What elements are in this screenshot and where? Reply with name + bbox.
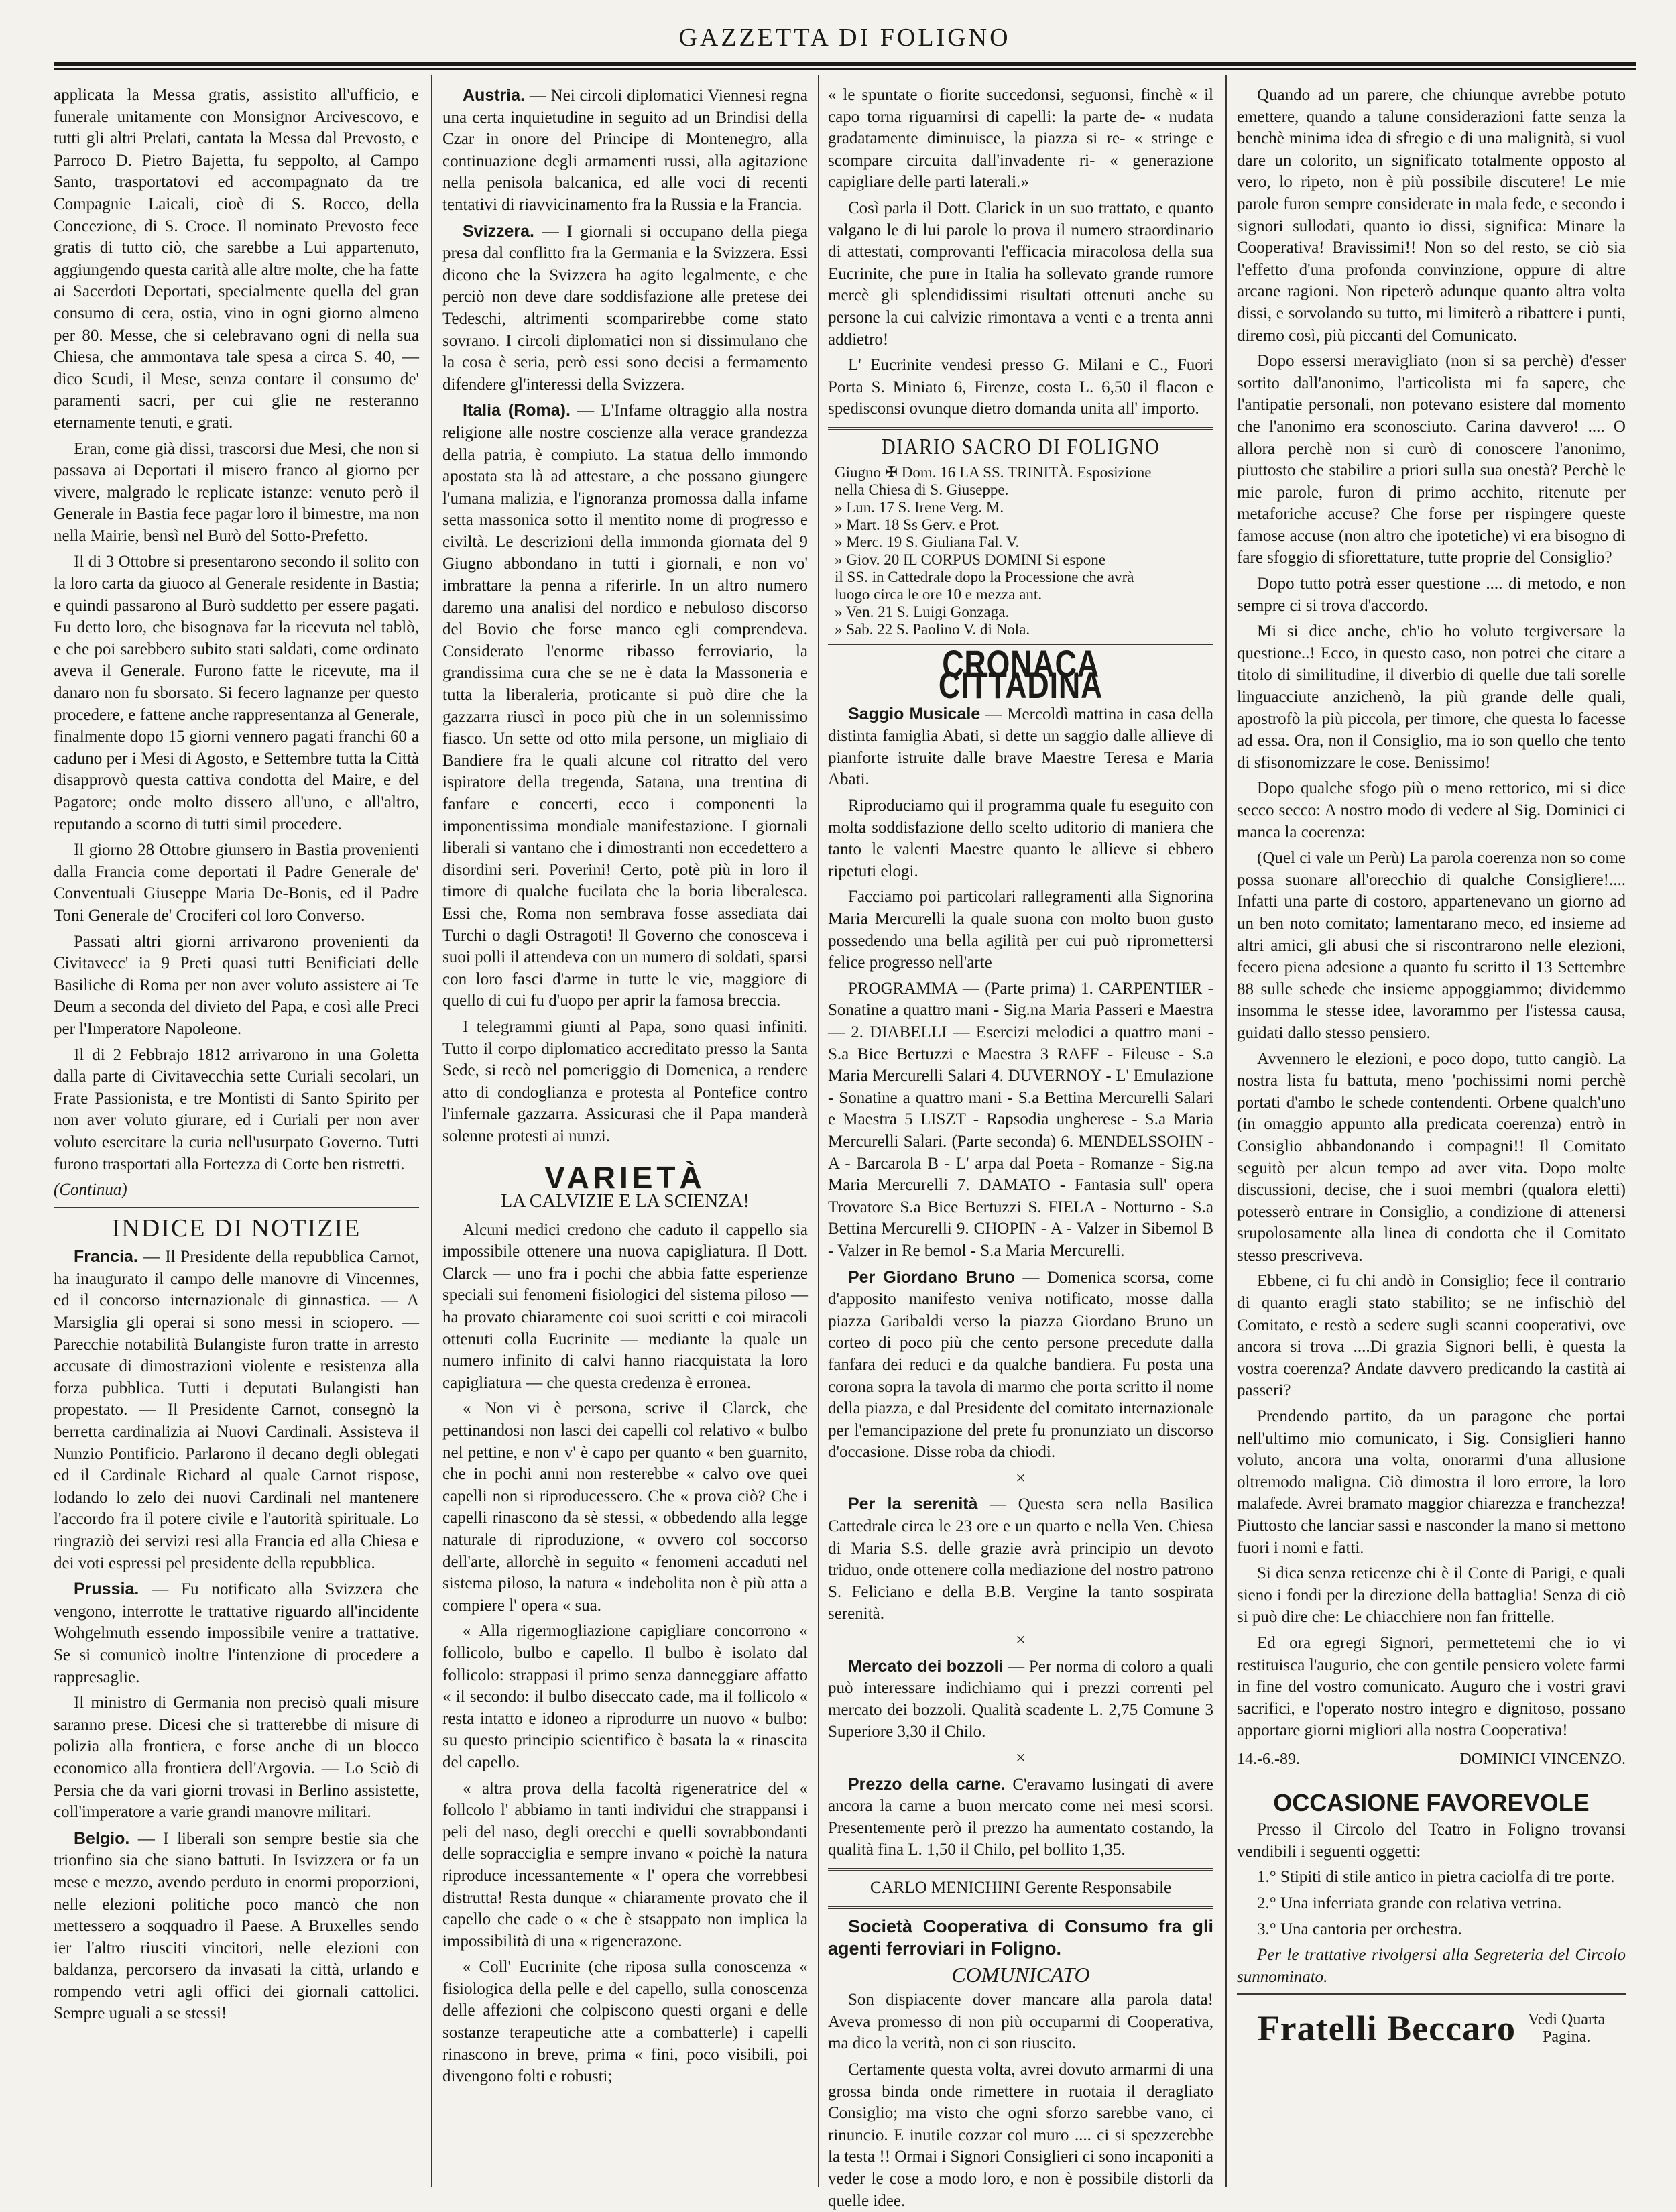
section-rule [1237, 1993, 1626, 1995]
article-paragraph: Certamente questa volta, avrei dovuto armarmi di una grossa binda onde rimettere in ruotaia il deragliato Consiglio; ma visto che ogni sforzo sarebbe vano, ci rinuncio. E inutile cozzar col muro .... ci si spezzerebbe la testa !! Ormai i Signori Consiglieri ci sono incaponiti a veder le cose a modo loro, e non è possibile distorli da quelle idee. [828, 2060, 1213, 2210]
separator: × [1016, 1468, 1026, 1488]
diario-line: Giugno ✠ Dom. 16 LA SS. TRINITÀ. Esposizione [835, 463, 1152, 481]
article-paragraph: Eran, come già dissi, trascorsi due Mesi, che non si passava ai Deportati il misero franco al giorno per vivere, malgrado le replicate istanze: venuto però il Generale in Bastia fece pagar loro il bimestre, ma non nella Mairie, bensì nel Burò del Sotto-Prefetto. [54, 439, 419, 545]
article-paragraph: applicata la Messa gratis, assistito all'ufficio, e funerale unitamente con Monsignor Arcivescovo, e tutti gli altri Prelati, cantata la Messa dal Prevosto, e Parroco D. Pietro Bajetta, fu seppolto, al Campo Santo, trasportatovi ed accompagnato da tre Compagnie Laicali, cioè di S. Rocco, della Concezione, di S. Croce. Il nominato Prevosto fece gratis di tutto ciò, che sarebbe a Lui appartenuto, aggiungendo questa carità alle altre molte, che ha fatte ai Sacerdoti Deportati, specialmente quella del gran consumo di cera, ostia, vino in ogni giorno almeno per 80. Messe, che si celebravano ogni di nella sua Chiesa, che ammontava tale spesa a circa S. 40, — dico Scudi, il Mese, senza contare il consumo de' paramenti sacri, per cui glie ne resteranno eternamente tenuti, e grati. [54, 86, 419, 432]
news-item [828, 1773, 1213, 1861]
news-text: I telegrammi giunti al Papa, sono quasi infiniti. Tutto il corpo diplomatico accreditato presso la Santa Sede, si recò nel pomeriggio di Domenica, a rendere atto di condoglianza e protesta al Pontefice contro l'infernale gazzarra. Assicurasi che il Papa manderà solenne protesti ai nunzi. [442, 1017, 808, 1145]
occasione-note: Per le trattative rivolgersi alla Segreteria del Circolo sunnominato. [1237, 1946, 1626, 1986]
news-text: — Domenica scorsa, come d'apposito manifesto veniva notificato, mosse dalla piazza Garibaldi verso la piazza Giordano Bruno un corteo di poco più che cento persone precedute dalla fanfara dei reduci e da qualche bandiera. Fu posta una corona sopra la tavola di marmo che porta scritto il nome della piazza, e dal Presidente del comitato internazionale per l'emancipazione del prete fu pronunziato un discorso d'occasione. Disse roba da chiodi. [828, 1268, 1213, 1462]
news-item [442, 1016, 808, 1148]
diario-line: » Ven. 21 S. Luigi Gonzaga. [835, 603, 1010, 620]
article-paragraph: Dopo tutto potrà esser questione .... di metodo, e non sempre ci si trova d'accordo. [1237, 575, 1626, 615]
news-item [828, 978, 1213, 1263]
column-2 [442, 84, 808, 2197]
article-paragraph: Son dispiacente dover mancare alla parola data! Aveva promesso di non più occuparmi di Cooperativa, ma dico la verità, non ci son riuscito. [828, 1991, 1213, 2053]
diario-list [828, 464, 1213, 638]
column-divider [1225, 75, 1227, 2187]
news-text: — Fu notificato alla Svizzera che vengono, interrotte le trattative riguardo all'incidente Wohgelmuth essendo impossibile venire a trattative. Se si comunicò inoltre l'intenzione di procedere a rappresaglie. [54, 1580, 419, 1686]
article-paragraph: Ed ora egregi Signori, permettetemi che io vi restituisca l'augurio, che con gentile pensiero volete farmi in fine del vostro comunicato. Auguro che i vostri gravi sacrifici, e l'operato nostro integro e dignitoso, possano apportare giorni migliori alla nostra Cooperativa! [1237, 1633, 1626, 1740]
diario-line: » Mart. 18 Ss Gerv. e Prot. [835, 516, 1000, 533]
article-paragraph: Dopo qualche sfogo più o meno rettorico, mi si dice secco secco: A nostro modo di vedere al Sig. Dominici ci manca la coerenza: [1237, 779, 1626, 841]
news-lead: Prussia. [74, 1580, 139, 1599]
separator: × [1016, 1630, 1026, 1650]
indice-title: INDICE DI NOTIZIE [111, 1214, 361, 1242]
column-1 [54, 84, 419, 2197]
column-3 [828, 84, 1213, 2210]
article-paragraph: Avvennero le elezioni, e poco dopo, tutto cangiò. La nostra lista fu battuta, meno 'pochissimi nomi perchè portati d'ambo le schede contendenti. Orbene qualch'uno (in omaggio appunto alla predicata coerenza) entrò in Consiglio abbandonando i compagni!! Il Comitato seguitò per alcun tempo ad aver vita. Dopo molte discussioni, decise, che i suoi membri (qualora eletti) potesserò entrare in Consiglio, a condizione di attenersi srupolosamente alla linea di condotta che il Comitato stesso prescriveva. [1237, 1049, 1626, 1265]
news-lead: Francia. [74, 1247, 138, 1267]
article-paragraph: (Quel ci vale un Perù) La parola coerenza non so come possa suonare all'orecchio di qualche Consigliere!.... Infatti una parte di costoro, appartenevano un giorno ad un ben noto comitato; lamentarano meco, ed insieme ad altri amici, gli abusi che si riscontrarono nelle elezioni, fecero piena adesione a quanto fu scritto il 13 Settembre 88 sulle schede che insieme appoggiammo; dividemmo insomma le stesse idee, lavorammo per l'istessa causa, guidati dallo stesso pensiero. [1237, 849, 1626, 1042]
news-lead: Prezzo della carne. [848, 1774, 1006, 1794]
news-lead: Mercato dei bozzoli [848, 1656, 1004, 1676]
diario-line: » Lun. 17 S. Irene Verg. M. [835, 498, 1004, 516]
section-rule [54, 1207, 419, 1208]
beccaro-pagina: Pagina. [1543, 2028, 1591, 2046]
news-text: — Mercoldì mattina in casa della distinta famiglia Abati, si dette un saggio dalle allieve di pianforte istruite dalle brave Maestre Teresa e Maria Abati. [828, 705, 1213, 789]
news-text: Il ministro di Germania non precisò quali misure saranno prese. Dicesi che si tratterebbe di misure di polizia alla frontiera, e forse anche di un blocco economico alla frontiera dell'Argovia. — Lo Sciò di Persia che da vari giorni trovasi in Berlino assistette, coll'imperatore a varie grandi manovre militari. [54, 1694, 419, 1822]
comunicato-title: COMUNICATO [951, 1962, 1090, 1987]
news-text: Riproduciamo qui il programma quale fu eseguito con molta soddisfazione dello scelto uditorio di maniera che tanto le valenti Maestre quanto le allieve si ebbero ripetuti elogi. [828, 797, 1213, 880]
article-paragraph: Passati altri giorni arrivarono provenienti da Civitavecc' ia 9 Preti quasi tutti Benificiati delle Basiliche di Roma per non aver voluto assistere ai Te Deum a seconda del divieto del Papa, e così alle Preci per l'Imperatore Napoleone. [54, 932, 419, 1038]
news-lead: Svizzera. [463, 221, 535, 241]
section-rule [828, 1906, 1213, 1909]
article-paragraph: Così parla il Dott. Clarick in un suo trattato, e quanto valgano le di lui parole lo prova il numero straordinario di attestati, comprovanti l'efficacia miracolosa della sua Eucrinite, che pure in Italia ha sollevato grande rumore mercè gli splendidissimi risultati ottenuti anche su persone la cui calvizie rimontava a venti e a trenta anni addietro! [828, 198, 1213, 349]
article-paragraph: « le spuntate o fiorite succedonsi, seguonsi, finchè « il capo torna riguarnirsi di capelli: la parte de- « nudata gradatamente diminuisce, la piazza si re- « stringe e scompare circuita dall'invadente ri- « generazione capigliare delle parti laterali.» [828, 86, 1213, 192]
news-lead: Saggio Musicale [848, 704, 981, 723]
section-rule [828, 427, 1213, 430]
article-paragraph: L' Eucrinite vendesi presso G. Milani e C., Fuori Porta S. Miniato 6, Firenze, costa L. 6,50 il flacon e spedisconsi ovunque dietro domanda unita all' importo. [828, 356, 1213, 418]
section-rule [442, 1155, 808, 1157]
section-rule [1237, 1778, 1626, 1780]
column-divider [818, 75, 819, 2187]
news-text: C'eravamo lusingati di avere ancora la carne a buon mercato come nei mesi scorsi. Presentemente però il prezzo ha aumentato costando, la qualità fina L. 1,50 il Chilo, pel bollito 1,35. [828, 1775, 1213, 1859]
article-paragraph: Il giorno 28 Ottobre giunsero in Bastia provenienti dalla Francia come deportati il Padre Generale de' Conventuali Giuseppe Maria De-Bonis, ed il Padre Toni Generale de' Crociferi col loro Converso. [54, 841, 419, 925]
news-item [828, 703, 1213, 791]
news-text: — Nei circoli diplomatici Viennesi regna una certa inquietudine in seguito ad un Brindisi della Czar in onore del Principe di Montenegro, alla continuazione degli armamenti russi, alla agitazione nella penisola balcanica, ed alle voci di recenti tentativi di riavvicinamento fra la Russia e la Francia. [442, 86, 808, 214]
article-paragraph: Il di 3 Ottobre si presentarono secondo il solito con la loro carta da giuoco al Generale residente in Bastia; e quindi passarono al Burò suddetto per essere pagati. Fu detto loro, che bisognava far la ricevuta nel tablò, e che poi sarebbero subito stati saldati, come ordinato aveva il Generale. Furono fatte le ricevute, ma il danaro non fu sborsato. Si fecero lagnanze per questo procedere, e fattene anche rappresentanza al Generale, finalmente dopo 15 giorni vennero pagati franchi 60 a caduno per i Mesi di Agosto, e Settembre tutta la Città disapprovò questa cattiva condotta del Maire, e del Pagatore; onde molto dissero all'uno, e all'altro, reputando a scorno di tutti simil procedere. [54, 552, 419, 833]
article-date: 14.-6.-89. [1237, 1750, 1300, 1768]
continua-label: (Continua) [54, 1181, 127, 1200]
news-item [54, 1692, 419, 1824]
column-4 [1237, 84, 1626, 2197]
news-item [54, 1828, 419, 2025]
news-text: — L'Infame oltraggio alla nostra religione alle nostre coscienze alla verace grandezza della patria, è compiuto. La statua dello immondo apostata sta là ad attestare, a che possano giungere l'umana malizia, e l'ignoranza promossa dalla infame setta massonica sotto il mentito nome di progresso e civiltà. Le descrizioni della immonda giornata del 9 Giugno abbondano in tutti i giornali, e non vo' imbrattare la penna a riferirle. In un altro numero daremo una analisi del nordico e nebuloso discorso del Bovio che forse manco egli comprendeva. Considerato l'enorme ribasso ferroviario, la grandissima cura che se ne è data la Massoneria e tutta la liberaleria, proticante si può dire che la gazzarra riuscì in poco più che in un solennissimo fiasco. Un sette od otto mila persone, un migliaio di Bandiere fra le quali alcune col ritratto del vero ispiratore della tregenda, Satana, una trentina di fanfare e concerti, ecco i componenti la imponentissima mondiale manifestazione. I giornali liberali si vantano che i dimostranti non eccedettero a disordini seri. Poverini! Certo, potè più in loro il timore di qualche fucilata che la boria liberalesca. Essi che, Roma non sembrava fosse assediata dai Turchi o dagli Ostragoti! Il Governo che conosceva i suoi polli il attendeva con un numero di soldati, sparsi con loro fasci d'arme in tutte le vie, maggiore di quello di cui fu d'uopo per aprir la famosa breccia. [442, 402, 808, 1010]
news-lead: Austria. [463, 86, 526, 105]
article-paragraph: Mi si dice anche, ch'io ho voluto tergiversare la questione..! Ecco, in questo caso, non potrei che citare a titolo di similitudine, il diverbio di quelle due tali sorelle linguacciute anzichenò, la più grande delle quali, apostrofò la più piccola, per timore, che questa lo facesse ad essa. Ora, non il Consiglio, ma io son quello che tento di sfisonomizzare le cose. Benissimo! [1237, 622, 1626, 772]
article-paragraph: Dopo essersi meravigliato (non si sa perchè) d'esser sortito dall'anonimo, l'articolista mi fa sapere, che l'antipatie personali, non potevano esistere dal momento che l'anonimo era sconosciuto. Carina davvero! .... O allora perchè non si curò di conoscere l'anonimo, piuttosto che stabilire a priori sulla sua onestà? Perchè le mie parole, furon di primo acchito, ritenute per metaforiche accuse? Che forse per rispingere queste famose accuse (non altro che ipotetiche) vi era bisogno di fare sfoggio di sfiorettature, tutte proprie del Consiglio? [1237, 352, 1626, 567]
news-text: — Per norma di coloro a quali può interessare indichiamo qui i prezzi correnti pel mercato dei bozzoli. Qualità scadente L. 2,75 Comune 3 Superiore 3,30 il Chilo. [828, 1657, 1213, 1741]
news-text: — I liberali son sempre bestie sia che trionfino sia che siano battuti. In Isvizzera or fa un mese e mezzo, avendo perduto in enormi proporzioni, nelle elezioni politiche poco mancò che non mettessero a soqquadro il Paese. A Bruxelles sendo ier l'altro riusciti vincitori, nelle elezioni con baldanza, percorsero da invasati la città, urlando e rompendo vetri agli offici dei giornali cattolici. Sempre uguali a se stessi! [54, 1829, 419, 2023]
gerente-line: CARLO MENICHINI Gerente Responsabile [870, 1878, 1172, 1897]
article-paragraph: Il di 2 Febbrajo 1812 arrivarono in una Goletta dalla parte di Civitavecchia sette Curiali secolari, un Frate Passionista, e tre Montisti di Santo Spirito per non aver voluto giurare, ed i Curiali per non aver voluto esercitare la curia nell'usurpato Governo. Tutti furono trasportati alla Fortezza di Corte ben ristretti. [54, 1045, 419, 1173]
section-rule [828, 1868, 1213, 1871]
news-text: — I giornali si occupano della piega presa dal conflitto fra la Germania e la Svizzera. Essi dicono che la Svizzera ha agito legalmente, e che perciò non deve dare soddisfazione alle pretese dei Tedeschi, altrimenti scomparirebbe come stato sovrano. I circoli diplomatici non si dissimulano che la cosa è seria, però essi sono decisi a fermamento difendere gl'interessi della Svizzera. [442, 222, 808, 394]
varieta-title: VARIETÀ [544, 1159, 706, 1195]
column-divider [431, 75, 432, 2187]
beccaro-ad [1237, 2007, 1626, 2048]
diario-line: il SS. in Cattedrale dopo la Processione che avrà [835, 568, 1134, 585]
article-paragraph: « Coll' Eucrinite (che riposa sulla conoscenza « fisiologica della pelle e del capello, sulla conoscenza delle affezioni che colpiscono questi organi e delle sostanze terapeutiche atte a combatterle) i capelli rinascono in breve, prima « fini, poco visibili, poi divengono folti e robusti; [442, 1958, 808, 2086]
occasione-item: 2.° Una inferriata grande con relativa vetrina. [1257, 1894, 1562, 1912]
masthead-rule [54, 62, 1636, 66]
diario-title: DIARIO SACRO DI FOLIGNO [881, 434, 1160, 459]
beccaro-name: Fratelli Beccaro [1257, 2007, 1516, 2048]
beccaro-ref [1528, 2011, 1605, 2046]
masthead-rule-thin [54, 68, 1636, 70]
news-item [54, 1246, 419, 1574]
beccaro-vedi: Vedi Quarta [1528, 2011, 1606, 2029]
news-text: Facciamo poi particolari rallegramenti alla Signorina Maria Mercurelli la quale suona con molto buon gusto possedendo una bella agilità per cui può ripromettersi felice progresso nell'arte [828, 888, 1213, 972]
signature-block [1237, 1749, 1626, 1771]
diario-line: luogo circa le ore 10 e mezza ant. [835, 585, 1042, 603]
news-lead: Belgio. [74, 1828, 130, 1848]
news-item [828, 1267, 1213, 1464]
article-paragraph: Quando ad un parere, che chiunque avrebbe potuto emettere, quando a talune considerazioni fatte senza la benchè minima idea di sfregio e di una malignità, si vuol dare un colorito, un significato totalmente opposto al vero, lo ripeto, non è più possibile discutere! Le mie parole furon sempre considerate in mala fede, e secondo i signori sullodati, quanto io dissi, significa: Minare la Cooperativa! Bravissimi!! Non so del resto, se ciò sia l'effetto d'una profonda convinzione, oppure di altre arcane ragioni. Non ripeterò adunque quanto altra volta dissi, e sorvolando su tutto, mi limiterò a ribattere i punti, diremo così, più piccanti del Comunicato. [1237, 86, 1626, 345]
news-text: PROGRAMMA — (Parte prima) 1. CARPENTIER - Sonatine a quattro mani - Sig.na Maria Passeri e Maestra — 2. DIABELLI — Esercizi melodici a quattro mani - S.a Bice Bertuzzi e Maestra 3 RAFF - Fileuse - S.a Maria Mercurelli Salari 4. DUVERNOY - L' Emulazione - Sonatine a quattro mani - S.a Bettina Mercurelli Salari e Maestra 5 LISZT - Rapsodia ungherese - S.a Maria Mercurelli Salari. (Parte seconda) 6. MENDELSSOHN - A - Barcarola B - L' arpa dal Poeta - Romanze - Sig.na Maria Mercurelli 7. DAMATO - Fantasia sull' opera Trovatore S.a Bice Bertuzzi S. FIELA - Notturno - S.a Bettina Mercurelli 9. CHOPIN - A - Valzer in Sibemol B - Valzer in Re bemol - S.a Maria Mercurelli. [828, 979, 1213, 1260]
occasione-intro: Presso il Circolo del Teatro in Foligno trovansi vendibili i seguenti oggetti: [1237, 1820, 1626, 1861]
news-item [54, 1578, 419, 1688]
occasione-item: 3.° Una cantoria per orchestra. [1257, 1920, 1462, 1938]
societa-title: Società Cooperativa di Consumo fra gli agenti ferroviari in Foligno. [828, 1916, 1213, 1959]
news-text: — Il Presidente della repubblica Carnot, ha inaugurato il campo delle manovre di Vincennes, ed il concorso internazionale di ginnastica. — A Marsiglia gli operai si sono messi in sciopero. — Parecchie notabilità Bulangiste furon tratte in arresto accusate di dimostrazioni violente e resistenza alla forza pubblica. Tutti i deputati Bulangisti han propestato. — Il Presidente Carnot, consegnò la berretta cardinalizia ai Nuovi Cardinali. Assisteva il Nunzio Pontificio. Parlarono il decano degli oblegati ed il Cardinale Richard al quale Carnot rispose, lodando lo zelo dei nuovi Cardinali nel mantenere l'accordo fra il potere civile e l'autorità spirituale. Lo ringraziò dei servizi resi alla Francia ed alla Chiesa e dei voti espressi pel presidente della repubblica. [54, 1248, 419, 1572]
article-paragraph: Alcuni medici credono che caduto il cappello sia impossibile ottenere una nuova capigliatura. Il Dott. Clarck — uno fra i pochi che abbia fatte esperienze speciali sui fenomeni fisiologici del sistema piloso — ha provato chiaramente coi suoi scritti e coi miracoli ottenuti colla Eucrinite — mediante la quale un numero infinito di calvi hanno riacquistata la loro capigliatura — che questa credenza è erronea. [442, 1220, 808, 1392]
article-paragraph: « Non vi è persona, scrive il Clarck, che pettinandosi non lasci dei capelli col relativo « bulbo nel pettine, e non v' è capo per quanto « ben guarnito, che in pochi anni non resterebbe « calvo ove quei capelli non si riproducessero. Che « prova ciò? Che i capelli rinascono da sè stessi, « obbedendo alla legge naturale di riproduzione, « ovvero col soccorso dell'arte, allorchè in seguito « fenomeni accaduti nel sistema piloso, la natura « indebolita non è più atta a compiere l' opera « sua. [442, 1399, 808, 1615]
news-text: — Questa sera nella Basilica Cattedrale circa le 23 ore e un quarto e nella Ven. Chiesa di Maria S.S. delle grazie avrà principio un devoto triduo, onde ottenere colla mediazione del nostro patrono S. Feliciano e della B.B. Vergine la tanto sospirata serenità. [828, 1495, 1213, 1623]
news-item [828, 795, 1213, 882]
diario-line: » Merc. 19 S. Giuliana Fal. V. [835, 533, 1020, 550]
news-item [442, 221, 808, 396]
diario-line: » Giov. 20 IL CORPUS DOMINI Si espone [835, 550, 1105, 568]
occasione-item: 1.° Stipiti di stile antico in pietra caciolfa di tre porte. [1257, 1868, 1615, 1887]
separator: × [1016, 1748, 1026, 1767]
news-item [828, 1655, 1213, 1743]
diario-line: nella Chiesa di S. Giuseppe. [835, 481, 1009, 498]
diario-line: » Sab. 22 S. Paolino V. di Nola. [835, 620, 1030, 638]
varieta-subtitle: LA CALVIZIE E LA SCIENZA! [501, 1191, 750, 1212]
article-paragraph: « altra prova della facoltà rigeneratrice del « follcolo l' abbiamo in tanti individui che strappansi i peli del naso, degli orecchi e quelli sovrabbondanti delle sopracciglia e sempre invano « poichè la natura riproduce incessantemente « l' opera che vorrebbesi distrutta! Resta dunque « chiaramente provato che il capello che cade o « che è stsappato non implica la impossibilità di una « rigenerazone. [442, 1779, 808, 1951]
news-item [828, 886, 1213, 974]
news-lead: Per Giordano Bruno [848, 1267, 1016, 1287]
article-paragraph: Prendendo partito, da un paragone che portai nell'ultimo mio comunicato, i Sig. Consiglieri hanno voluto, ancora una volta, onorarmi d'una allusione oltremodo maligna. Ciò dimostra il loro errore, la loro malafede. Avrei bramato maggior chiarezza e franchezza! Piuttosto che lanciar sassi e nasconder la mano si mettono fuori i nomi e fatti. [1237, 1407, 1626, 1557]
masthead: GAZZETTA DI FOLIGNO [678, 23, 1011, 52]
news-lead: Italia (Roma). [463, 401, 571, 420]
news-item [442, 400, 808, 1012]
occasione-title: OCCASIONE FAVOREVOLE [1273, 1788, 1590, 1816]
news-item [442, 84, 808, 217]
article-paragraph: Ebbene, ci fu chi andò in Consiglio; fece il contrario di quanto eragli stato stabilito; se ne infischiò del Comitato, e restò a sedere sugli scanni cooperativi, ove ancora si trova ....Di grazia Signori belli, è questa la vostra coerenza? Andate davvero predicando la castità ai passeri? [1237, 1272, 1626, 1400]
news-lead: Per la serenità [848, 1495, 978, 1514]
article-paragraph: « Alla rigermogliazione capigliare concorrono « follicolo, bulbo e capello. Il bulbo è isolato dal follicolo: strappasi il primo senza danneggiare affatto « il secondo: il bulbo diseccato cade, ma il follicolo « resta intatto e idoneo a riprodurre un nuovo « bulbo: su questo principio scientifico è basata la « rinascita del capello. [442, 1622, 808, 1771]
article-paragraph: Si dica senza reticenze chi è il Conte di Parigi, e quali sieno i fondi per la direzione della battaglia! Senza di ciò si può dire che: Le chiacchiere non fan frittelle. [1237, 1564, 1626, 1627]
article-signature: DOMINICI VINCENZO. [1459, 1750, 1626, 1768]
news-item [828, 1493, 1213, 1625]
cronaca-title: CRONACA CITTADINA [938, 642, 1103, 707]
